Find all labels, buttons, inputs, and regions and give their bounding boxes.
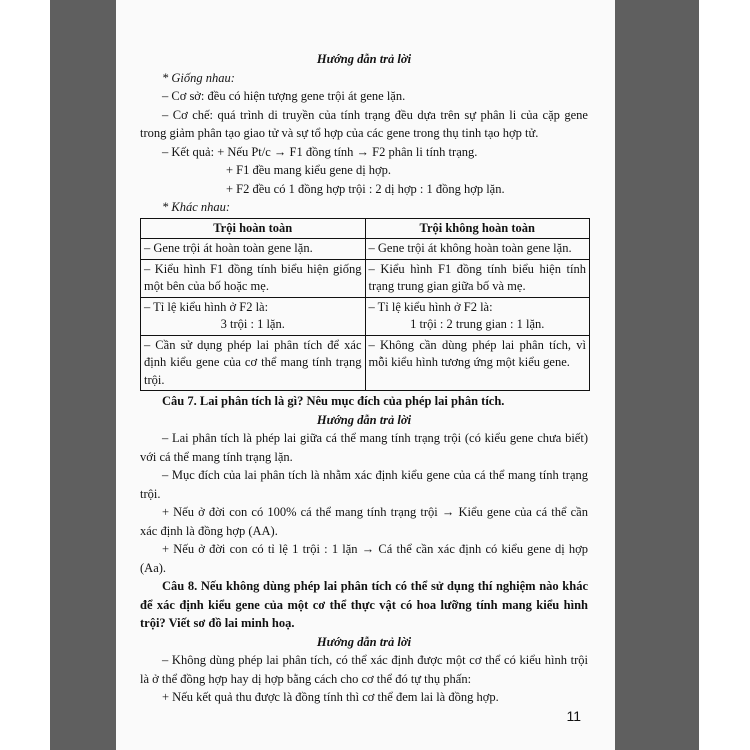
table-cell: – Cần sử dụng phép lai phân tích để xác định kiểu gene của cơ thể mang tính trạng trội.	[141, 335, 366, 391]
paragraph-ket-qua-1: – Kết quả: + Nếu Pt/c → F1 đồng tính → F2 phân li tính trạng.	[162, 144, 478, 159]
right-margin-bar	[615, 0, 699, 750]
answer-title: Hướng dẫn trả lời	[316, 412, 412, 427]
table-cell	[141, 297, 366, 335]
table-row	[141, 335, 590, 391]
q8-paragraph-1: – Không dùng phép lai phân tích, có thể xác định được một cơ thể có kiểu hình trội là ở thể đồng hợp hay dị hợp bằng cách cho cơ thể đó tự thụ phấn:	[140, 653, 588, 686]
paragraph-co-so: – Cơ sở: đều có hiện tượng gene trội át gene lặn.	[162, 89, 406, 103]
document-page	[116, 0, 615, 750]
paragraph-ket-qua-3: + F2 đều có 1 đồng hợp trội : 2 dị hợp : 1 đồng hợp lặn.	[226, 181, 505, 196]
table-row	[141, 259, 590, 297]
q7-paragraph-2: – Mục đích của lai phân tích là nhằm xác định kiểu gene của cá thể mang tính trạng trội.	[140, 468, 588, 501]
q7-paragraph-4: + Nếu ở đời con có tỉ lệ 1 trội : 1 lặn → Cá thể cần xác định có kiểu gene dị hợp (Aa).	[140, 542, 588, 575]
q8-paragraph-2: + Nếu kết quả thu được là đồng tính thì cơ thể đem lai là đồng hợp.	[162, 690, 499, 704]
paragraph-co-che: – Cơ chế: quá trình di truyền của tính trạng đều dựa trên sự phân li của cặp gene trong giảm phân tạo giao tử và sự tổ hợp của các gene trong thụ tinh tạo hợp tử.	[140, 107, 588, 140]
left-margin-bar	[50, 0, 116, 750]
ratio-value: 1 trội : 2 trung gian : 1 lặn.	[410, 317, 545, 331]
question-7: Câu 7. Lai phân tích là gì? Nêu mục đích của phép lai phân tích.	[162, 394, 505, 408]
answer-title: Hướng dẫn trả lời	[316, 634, 412, 649]
question-8: Câu 8. Nếu không dùng phép lai phân tích có thể sử dụng thí nghiệm nào khác để xác định kiểu gene của một cơ thể thực vật có hoa lưỡng tính mang kiểu hình trội? Viết sơ đồ lai minh hoạ.	[140, 579, 588, 630]
ratio-label: – Tỉ lệ kiểu hình ở F2 là:	[144, 299, 269, 314]
similar-heading: * Giống nhau:	[162, 70, 235, 85]
ratio-value: 3 trội : 1 lặn.	[220, 317, 285, 331]
table-header-cell: Trội hoàn toàn	[141, 218, 366, 239]
comparison-table	[140, 218, 590, 392]
table-row	[141, 297, 590, 335]
table-cell: – Gene trội át không hoàn toàn gene lặn.	[365, 239, 590, 260]
table-header-cell: Trội không hoàn toàn	[365, 218, 590, 239]
q7-paragraph-1: – Lai phân tích là phép lai giữa cá thể mang tính trạng trội (có kiểu gene chưa biết) với cá thể mang tính trạng lặn.	[140, 431, 588, 464]
table-cell: – Không cần dùng phép lai phân tích, vì mỗi kiểu hình tương ứng một kiểu gene.	[365, 335, 590, 391]
table-cell	[365, 297, 590, 335]
page-number: 11	[566, 708, 581, 724]
diff-heading: * Khác nhau:	[162, 200, 231, 214]
paragraph-ket-qua-2: + F1 đều mang kiểu gene dị hợp.	[226, 163, 392, 177]
ratio-label: – Tỉ lệ kiểu hình ở F2 là:	[368, 299, 493, 314]
table-cell: – Kiểu hình F1 đồng tính biểu hiện giống một bên của bố hoặc mẹ.	[141, 259, 366, 297]
table-cell: – Gene trội át hoàn toàn gene lặn.	[141, 239, 366, 260]
table-header-row	[141, 218, 590, 239]
answer-title: Hướng dẫn trả lời	[316, 52, 412, 66]
q7-paragraph-3: + Nếu ở đời con có 100% cá thể mang tính trạng trội → Kiểu gene của cá thể cần xác định là đồng hợp (AA).	[140, 505, 588, 538]
table-cell: – Kiểu hình F1 đồng tính biểu hiện tính trạng trung gian giữa bố và mẹ.	[365, 259, 590, 297]
page-content	[140, 50, 588, 707]
table-row	[141, 239, 590, 260]
